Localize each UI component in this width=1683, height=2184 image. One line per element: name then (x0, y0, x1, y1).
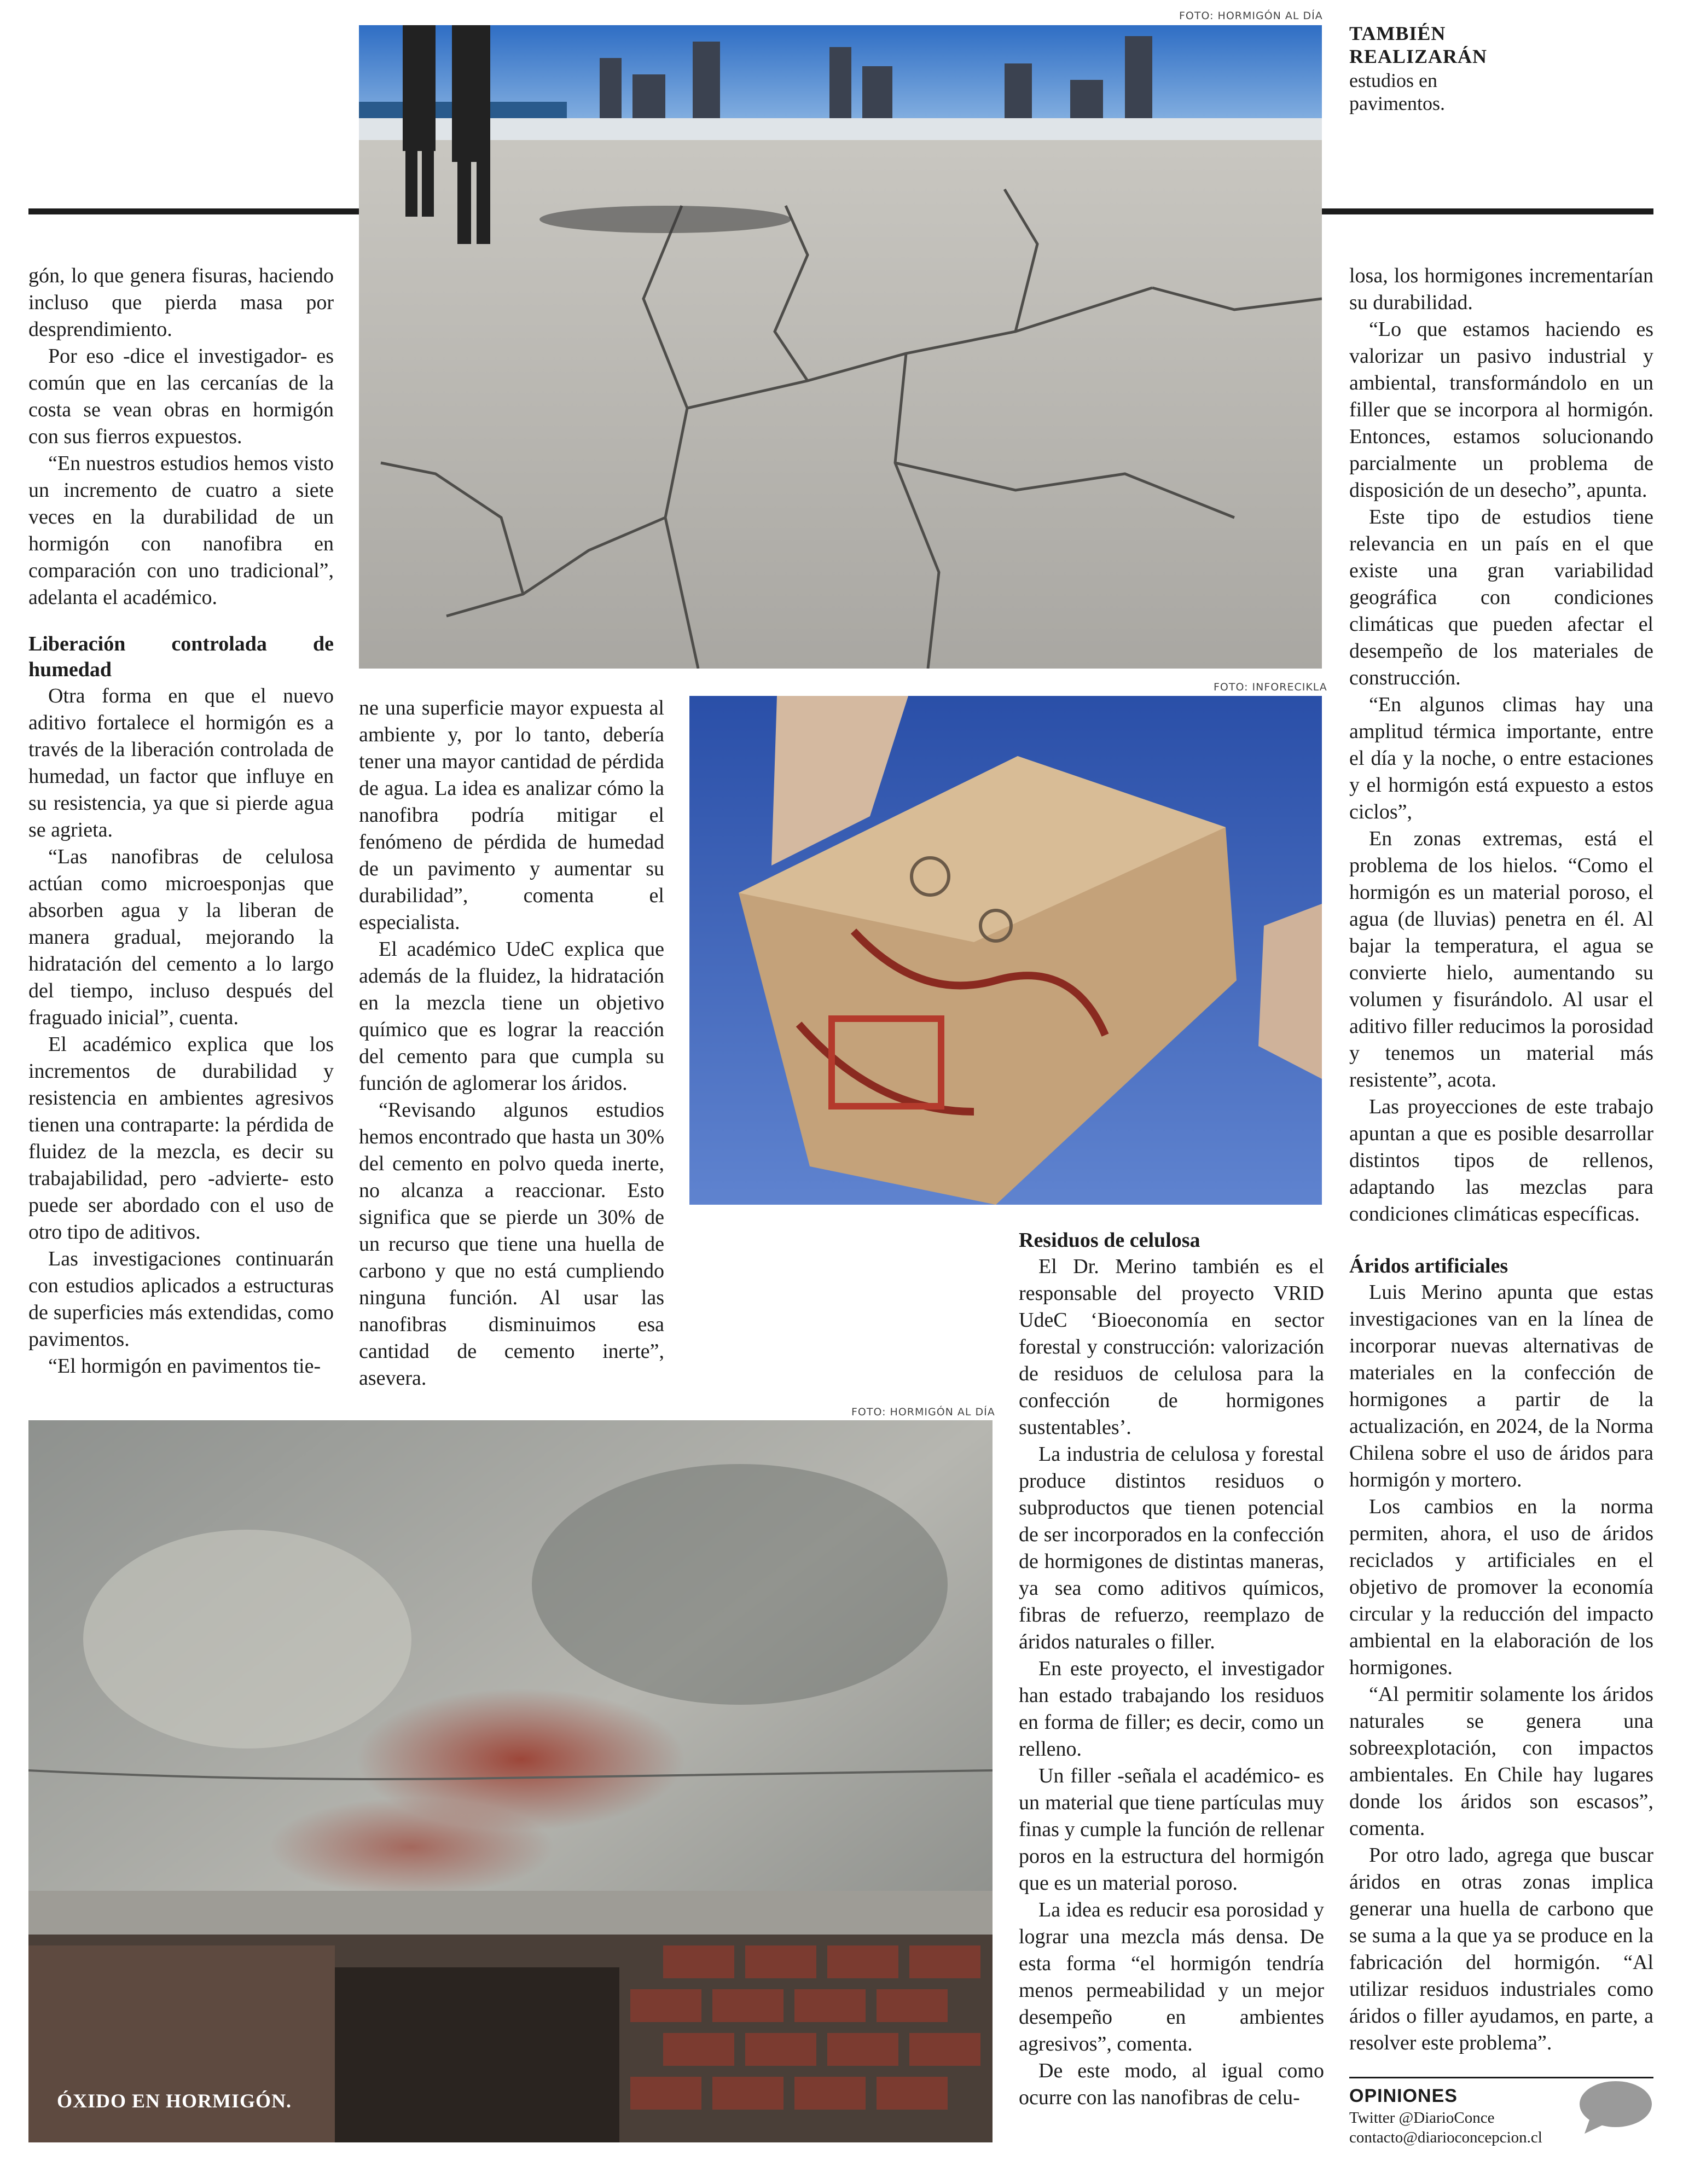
pavement-cracks-photo (359, 25, 1322, 669)
paragraph: De este modo, al igual como ocurre con las nanofibras de celu- (1019, 2059, 1324, 2109)
section-heading: Liberación controlada de humedad (28, 632, 334, 681)
paragraph: Los cambios en la norma permiten, ahora, el uso de áridos reciclados y artificiales en el objetivo de promover la economía circular y la reducción del impacto ambiental en la elaboración de los hormigones. (1349, 1495, 1653, 1679)
paragraph: El académico explica que los incrementos de durabilidad y resistencia en ambientes agresivos tienen una contraparte: la pérdida de fluidez de la mezcla, es decir su trabajabilidad, pero -advierte- esto puede ser abordado con el uso de otro tipo de aditivos. (28, 1033, 334, 1244)
paragraph: “Al permitir solamente los áridos naturales se genera una sobreexplotación, con impactos ambientales. En Chile hay lugares donde los áridos son escasos”, comenta. (1349, 1683, 1653, 1840)
pavement-photo-credit: FOTO: HORMIGÓN AL DÍA (1179, 10, 1323, 22)
paragraph: En este proyecto, el investigador han estado trabajando los residuos en forma de filler; es decir, como un relleno. (1019, 1657, 1324, 1761)
paragraph: “Las nanofibras de celulosa actúan como microesponjas que absorben agua y la liberan de manera gradual, mejorando la hidratación del cemento a lo largo del tiempo, incluso después del fraguado inicial”, cuenta. (28, 845, 334, 1029)
paragraph: “En nuestros estudios hemos visto un incremento de cuatro a siete veces en la durabilidad de un hormigón con nanofibra en comparación con uno tradicional”, adelanta el académico. (28, 452, 334, 609)
contact-email[interactable]: contacto@diarioconcepcion.cl (1349, 2129, 1542, 2146)
paragraph: “Lo que estamos haciendo es valorizar un pasivo industrial y ambiental, transformándolo en un filler que se incorpora al hormigón. Entonces, estamos solucionando parcialmente un problema de disposición de un desecho”, apunta. (1349, 318, 1653, 502)
paragraph: Otra forma en que el nuevo aditivo fortalece el hormigón es a través de la liberación controlada de humedad, un factor que influye en su resistencia, ya que si pierde agua se agrieta. (28, 684, 334, 841)
opiniones-rule (1349, 2077, 1653, 2078)
paragraph: El académico UdeC explica que además de la fluidez, la hidratación en la mezcla tiene un objetivo químico que es lograr la reacción del cemento para que cumpla su función de aglomerar los áridos. (359, 938, 664, 1095)
paragraph: Las investigaciones continuarán con estudios aplicados a estructuras de superficies más extendidas, como pavimentos. (28, 1247, 334, 1351)
article-column-2 (359, 695, 664, 1392)
paragraph: Luis Merino apunta que estas investigaciones van en la línea de incorporar nuevas alternativas de materiales en la confección de hormigones a partir de la actualización, en 2024, de la Norma Chilena sobre el uso de áridos para hormigón y mortero. (1349, 1281, 1653, 1491)
paragraph: losa, los hormigones incrementarían su durabilidad. (1349, 264, 1653, 314)
paragraph: Por otro lado, agrega que buscar áridos en otras zonas implica generar una huella de carbono que se suma a la que ya se produce en la fabricación del hormigón. “Al utilizar residuos industriales como áridos o filler ayudamos, en parte, a resolver este problema”. (1349, 1844, 1653, 2054)
paragraph: Este tipo de estudios tiene relevancia en un país en el que existe una gran variabilidad geográfica con condiciones climáticas que pueden afectar el desempeño de los materiales de construcción. (1349, 506, 1653, 689)
paragraph: La industria de celulosa y forestal produce distintos residuos o subproductos que tienen potencial de ser incorporados en la confección de hormigones de distintas maneras, ya sea como aditivos químicos, fibras de refuerzo, reemplazo de áridos naturales o filler. (1019, 1443, 1324, 1653)
paragraph: gón, lo que genera fisuras, haciendo incluso que pierda masa por desprendimiento. (28, 264, 334, 341)
twitter-handle[interactable]: Twitter @DiarioConce (1349, 2109, 1495, 2127)
section-heading: Áridos artificiales (1349, 1254, 1508, 1277)
rust-concrete-photo (28, 1420, 993, 2142)
article-column-3 (1019, 1228, 1324, 2111)
sidebar-subtitle: estudios en pavimentos. (1349, 69, 1445, 114)
paragraph: ne una superficie mayor expuesta al ambiente y, por lo tanto, debería tener una mayor cantidad de pérdida de agua. La idea es analizar cómo la nanofibra podría mitigar el fenómeno de pérdida de humedad de un pavimento y aumentar su durabilidad”, comenta el especialista. (359, 696, 664, 934)
paragraph: El Dr. Merino también es el responsable del proyecto VRID UdeC ‘Bioeconomía en sector forestal y construcción: valorización de residuos de celulosa para la confección de hormigones sustentables’. (1019, 1255, 1324, 1439)
article-column-1 (28, 263, 334, 1380)
cement-bag-photo (689, 696, 1322, 1205)
top-rule-right (1322, 208, 1653, 214)
paragraph: La idea es reducir esa porosidad y lograr una mezcla más densa. De esta forma “el hormigón tendría menos permeabilidad y un mejor desempeño en ambientes agresivos”, comenta. (1019, 1898, 1324, 2055)
speech-bubble-icon (1579, 2080, 1652, 2135)
paragraph: En zonas extremas, está el problema de los hielos. “Como el hormigón es un material poroso, el agua (de lluvias) penetra en él. Al bajar la temperatura, el agua se convierte hielo, aumentando su volumen y fisurándolo. Al usar el aditivo filler reducimos la porosidad y tenemos un material más resistente”, acota. (1349, 827, 1653, 1091)
bag-photo-credit: FOTO: INFORECIKLA (1214, 681, 1327, 693)
paragraph: “El hormigón en pavimentos tie- (48, 1355, 321, 1378)
article-column-4 (1349, 263, 1653, 2057)
section-heading: Residuos de celulosa (1019, 1229, 1200, 1252)
rust-photo-credit: FOTO: HORMIGÓN AL DÍA (851, 1406, 995, 1418)
paragraph: “En algunos climas hay una amplitud térmica importante, entre el día y la noche, o entre estaciones y el hormigón está expuesto a estos ciclos”, (1349, 693, 1653, 823)
sidebar-title: TAMBIÉN REALIZARÁN (1349, 22, 1488, 67)
paragraph: Las proyecciones de este trabajo apuntan a que es posible desarrollar distintos tipos de rellenos, adaptando las mezclas para condiciones climáticas específicas. (1349, 1095, 1653, 1225)
opiniones-label: OPINIONES (1349, 2086, 1458, 2106)
photo-caption: ÓXIDO EN HORMIGÓN. (57, 2090, 292, 2112)
paragraph: Un filler -señala el académico- es un material que tiene partículas muy finas y cumple la función de rellenar poros en la estructura del hormigón que es un material poroso. (1019, 1764, 1324, 1895)
paragraph: Por eso -dice el investigador- es común que en las cercanías de la costa se vean obras en hormigón con sus fierros expuestos. (28, 345, 334, 448)
paragraph: “Revisando algunos estudios hemos encontrado que hasta un 30% del cemento en polvo queda inerte, no alcanza a reaccionar. Esto significa que se pierde un 30% de un recurso que tiene una huella de carbono y que no está cumpliendo ninguna función. Al usar las nanofibras disminuimos esa cantidad de cemento inerte”, asevera. (359, 1099, 664, 1390)
top-rule-left (28, 208, 359, 214)
